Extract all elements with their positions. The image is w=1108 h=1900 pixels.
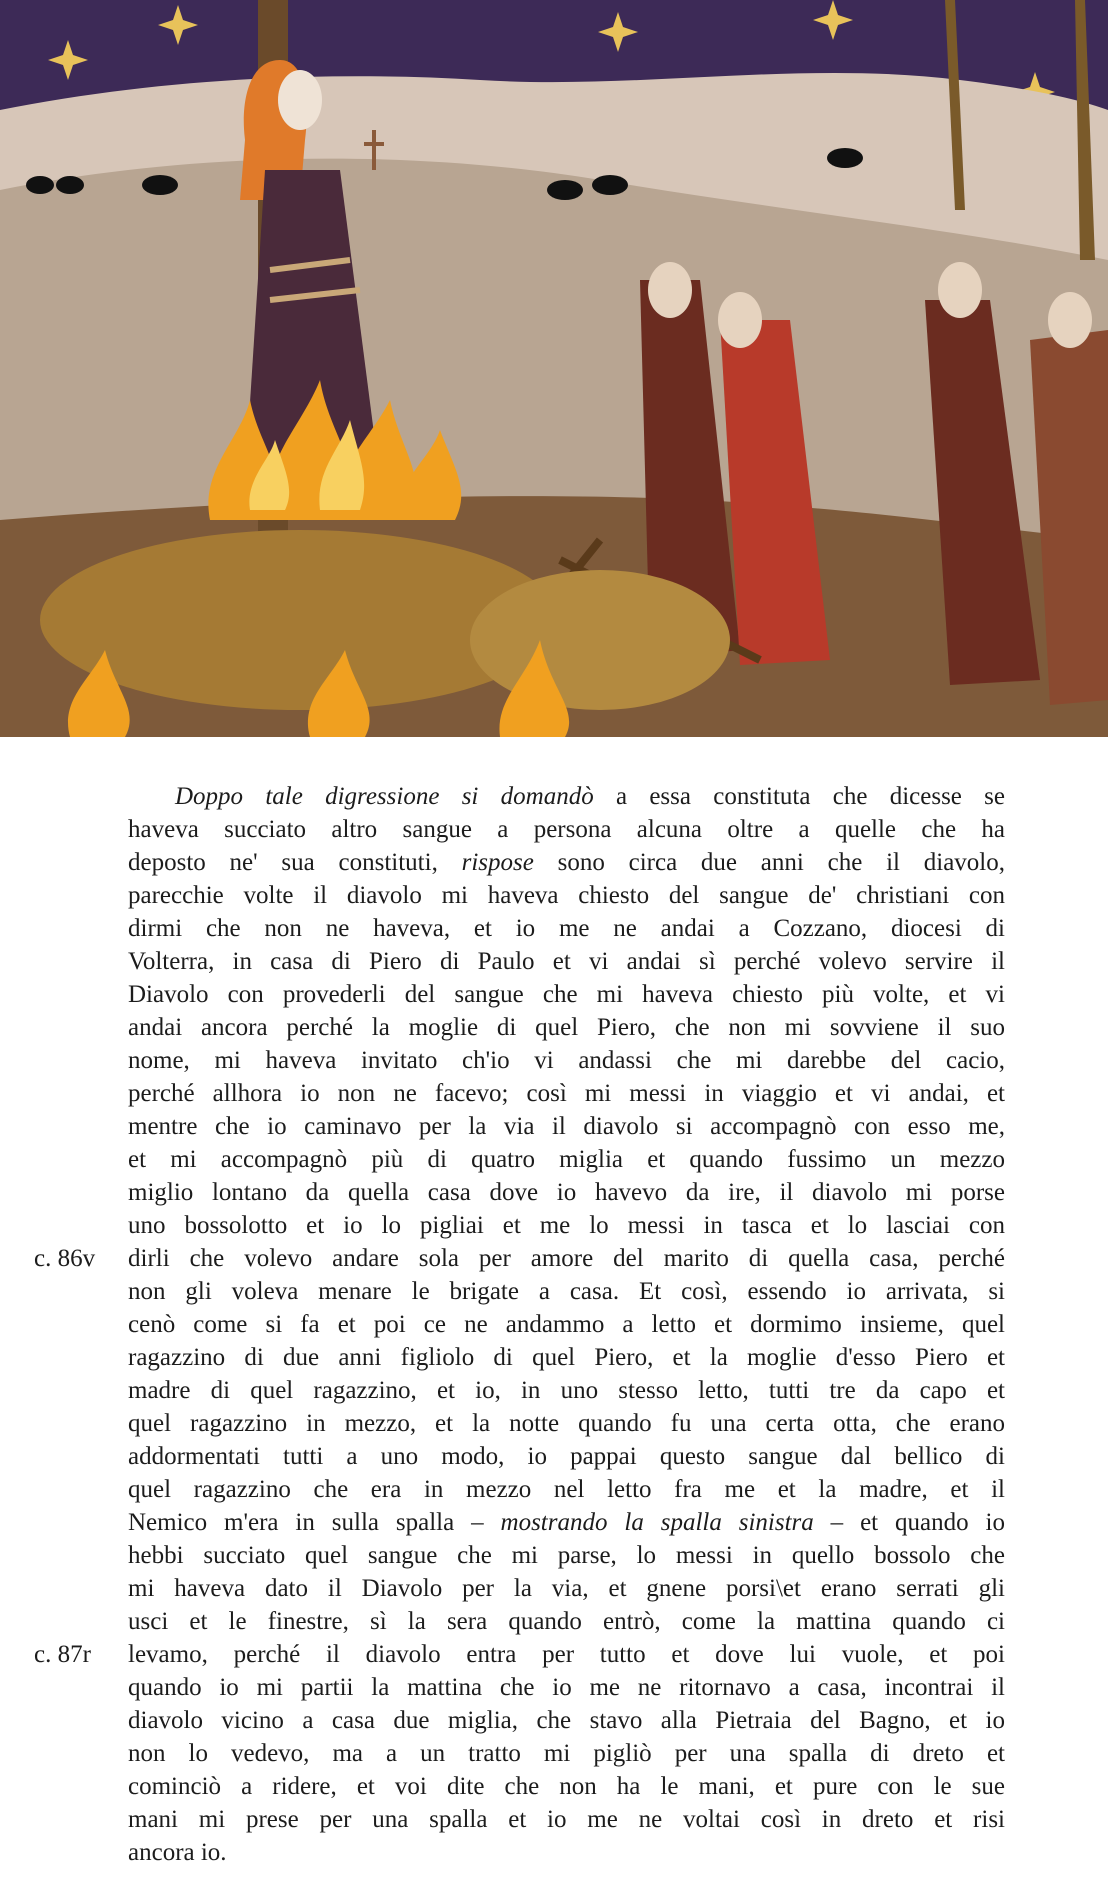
text-line: mi haveva dato il Diavolo per la via, et gnene porsi\et erano serrati gli bbox=[128, 1575, 1005, 1602]
text-line: andai ancora perché la moglie di quel Piero, che non mi sovviene il suo bbox=[128, 1014, 1005, 1041]
text-line: usci et le finestre, sì la sera quando entrò, come la mattina quando ci bbox=[128, 1608, 1005, 1635]
illustration bbox=[0, 0, 1108, 737]
crow-icon bbox=[592, 175, 628, 195]
crow-icon bbox=[547, 180, 583, 200]
crow-icon bbox=[827, 148, 863, 168]
text-line: cominciò a ridere, et voi dite che non ha le mani, et pure con le sue bbox=[128, 1773, 1005, 1800]
text-line: levamo, perché il diavolo entra per tutto et dove lui vuole, et poi bbox=[128, 1641, 1005, 1668]
text-line: Doppo tale digressione si domandò a essa constituta che dicesse se bbox=[175, 783, 1005, 810]
text-line: diavolo vicino a casa due miglia, che stavo alla Pietraia del Bagno, et io bbox=[128, 1707, 1005, 1734]
text-line: non lo vedevo, ma a un tratto mi pigliò per una spalla di dreto et bbox=[128, 1740, 1005, 1767]
text-line: Diavolo con provederli del sangue che mi haveva chiesto più volte, et vi bbox=[128, 981, 1005, 1008]
text-line: Nemico m'era in sulla spalla – mostrando la spalla sinistra – et quando io bbox=[128, 1509, 1005, 1536]
text-line: deposto ne' sua constituti, rispose sono circa due anni che il diavolo, bbox=[128, 849, 1005, 876]
crow-icon bbox=[26, 176, 54, 194]
manuscript-transcription bbox=[0, 780, 1108, 1890]
text-line: cenò come si fa et poi ce ne andammo a letto et dormimo insieme, quel bbox=[128, 1311, 1005, 1338]
text-line: quel ragazzino che era in mezzo nel letto fra me et la madre, et il bbox=[128, 1476, 1005, 1503]
text-line: Volterra, in casa di Piero di Paulo et vi andai sì perché volevo servire il bbox=[128, 948, 1005, 975]
text-line: parecchie volte il diavolo mi haveva chiesto del sangue de' christiani con bbox=[128, 882, 1005, 909]
text-line: ancora io. bbox=[128, 1839, 227, 1866]
margin-note-c86v: c. 86v bbox=[34, 1245, 96, 1272]
text-line: perché allhora io non ne facevo; così mi messi in viaggio et vi andai, et bbox=[128, 1080, 1005, 1107]
text-line: non gli voleva menare le brigate a casa. Et così, essendo io arrivata, si bbox=[128, 1278, 1005, 1305]
text-line: hebbi succiato quel sangue che mi parse, lo messi in quello bossolo che bbox=[128, 1542, 1005, 1569]
text-line: ragazzino di due anni figliolo di quel Piero, et la moglie d'esso Piero et bbox=[128, 1344, 1005, 1371]
crow-icon bbox=[56, 176, 84, 194]
text-line: madre di quel ragazzino, et io, in uno stesso letto, tutti tre da capo et bbox=[128, 1377, 1005, 1404]
text-line: dirmi che non ne haveva, et io me ne andai a Cozzano, diocesi di bbox=[128, 915, 1005, 942]
text-line: miglio lontano da quella casa dove io havevo da ire, il diavolo mi porse bbox=[128, 1179, 1005, 1206]
text-line: quel ragazzino in mezzo, et la notte quando fu una certa otta, che erano bbox=[128, 1410, 1005, 1437]
crow-icon bbox=[142, 175, 178, 195]
text-line: mentre che io caminavo per la via il diavolo si accompagnò con esso me, bbox=[128, 1113, 1005, 1140]
text-line: quando io mi partii la mattina che io me ne ritornavo a casa, incontrai il bbox=[128, 1674, 1005, 1701]
margin-note-c87r: c. 87r bbox=[34, 1641, 91, 1668]
text-line: haveva succiato altro sangue a persona alcuna oltre a quelle che ha bbox=[128, 816, 1005, 843]
text-line: et mi accompagnò più di quatro miglia et quando fussimo un mezzo bbox=[128, 1146, 1005, 1173]
witch-burning-illustration bbox=[0, 0, 1108, 737]
text-line: dirli che volevo andare sola per amore del marito di quella casa, perché bbox=[128, 1245, 1005, 1272]
text-line: uno bossolotto et io lo pigliai et me lo messi in tasca et lo lasciai con bbox=[128, 1212, 1005, 1239]
text-line: addormentati tutti a uno modo, io pappai questo sangue dal bellico di bbox=[128, 1443, 1005, 1470]
text-line: mani mi prese per una spalla et io me ne voltai così in dreto et risi bbox=[128, 1806, 1005, 1833]
text-line: nome, mi haveva invitato ch'io vi andassi che mi darebbe del cacio, bbox=[128, 1047, 1005, 1074]
